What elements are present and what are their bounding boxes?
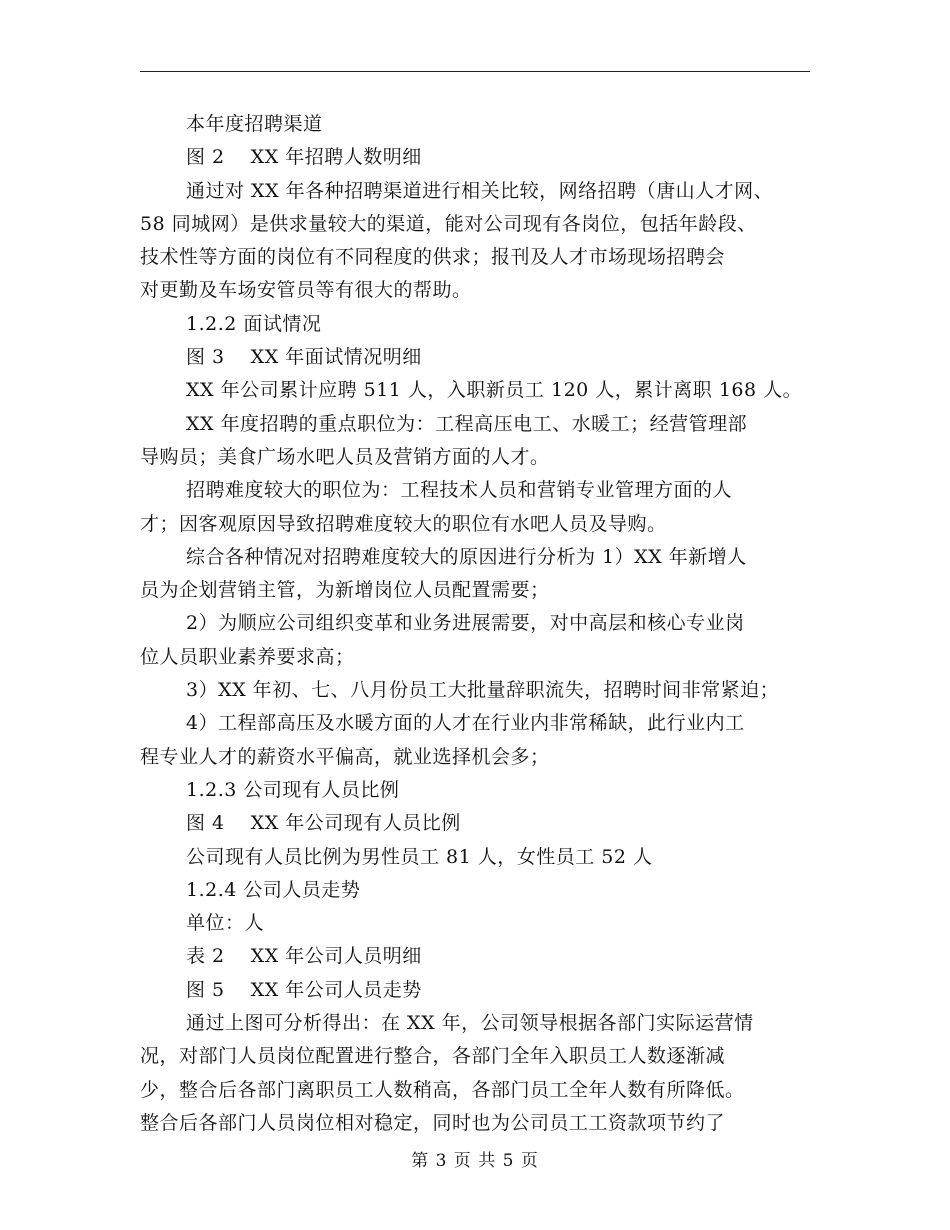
section-heading: 1.2.2 面试情况 (186, 312, 322, 335)
text-line: 况，对部门人员岗位配置进行整合，各部门全年入职员工人数逐渐减 (140, 1045, 726, 1068)
figure-caption: 图 3 XX 年面试情况明细 (186, 346, 422, 369)
text-line: 技术性等方面的岗位有不同程度的供求；报刊及人才市场现场招聘会 (140, 246, 726, 269)
text-line: 通过上图可分析得出：在 XX 年，公司领导根据各部门实际运营情 (186, 1012, 754, 1035)
figure-caption: 图 4 XX 年公司现有人员比例 (186, 812, 461, 835)
body-text (140, 108, 820, 1140)
text-line: 对更勤及车场安管员等有很大的帮助。 (140, 279, 472, 302)
text-line: 程专业人才的薪资水平偏高，就业选择机会多； (140, 745, 550, 768)
text-line: 58 同城网）是供求量较大的渠道，能对公司现有各岗位，包括年龄段、 (140, 212, 757, 235)
text-line: 3）XX 年初、七、八月份员工大批量辞职流失，招聘时间非常紧迫； (186, 679, 780, 702)
unit-label: 单位：人 (186, 912, 265, 935)
text-line: 公司现有人员比例为男性员工 81 人，女性员工 52 人 (186, 845, 653, 868)
text-line: 才；因客观原因导致招聘难度较大的职位有水吧人员及导购。 (140, 512, 667, 535)
figure-caption: 图 5 XX 年公司人员走势 (186, 978, 422, 1001)
text-line: 员为企划营销主管，为新增岗位人员配置需要； (140, 579, 550, 602)
text-line: 综合各种情况对招聘难度较大的原因进行分析为 1）XX 年新增人 (186, 545, 747, 568)
header-rule (140, 71, 810, 72)
section-heading: 1.2.3 公司现有人员比例 (186, 778, 400, 801)
text-line: 4）工程部高压及水暖方面的人才在行业内非常稀缺，此行业内工 (186, 712, 745, 735)
table-caption: 表 2 XX 年公司人员明细 (186, 945, 422, 968)
text-line: 招聘难度较大的职位为：工程技术人员和营销专业管理方面的人 (186, 479, 733, 502)
figure-caption: 图 2 XX 年招聘人数明细 (186, 146, 422, 169)
text-line: 导购员；美食广场水吧人员及营销方面的人才。 (140, 445, 550, 468)
page-footer: 第 3 页 共 5 页 (411, 1151, 539, 1171)
text-line: XX 年公司累计应聘 511 人，入职新员工 120 人，累计离职 168 人。 (186, 379, 803, 402)
text-line: XX 年度招聘的重点职位为：工程高压电工、水暖工；经营管理部 (186, 412, 748, 435)
section-heading: 1.2.4 公司人员走势 (186, 878, 361, 901)
text-line: 少，整合后各部门离职员工人数稍高，各部门员工全年人数有所降低。 (140, 1078, 745, 1101)
text-line: 通过对 XX 年各种招聘渠道进行相关比较，网络招聘（唐山人才网、 (186, 179, 774, 202)
text-line: 2）为顺应公司组织变革和业务进展需要，对中高层和核心专业岗 (186, 612, 745, 635)
text-line: 整合后各部门人员岗位相对稳定，同时也为公司员工工资款项节约了 (140, 1111, 726, 1134)
text-line: 位人员职业素养要求高； (140, 645, 355, 668)
text-line: 本年度招聘渠道 (186, 113, 323, 135)
